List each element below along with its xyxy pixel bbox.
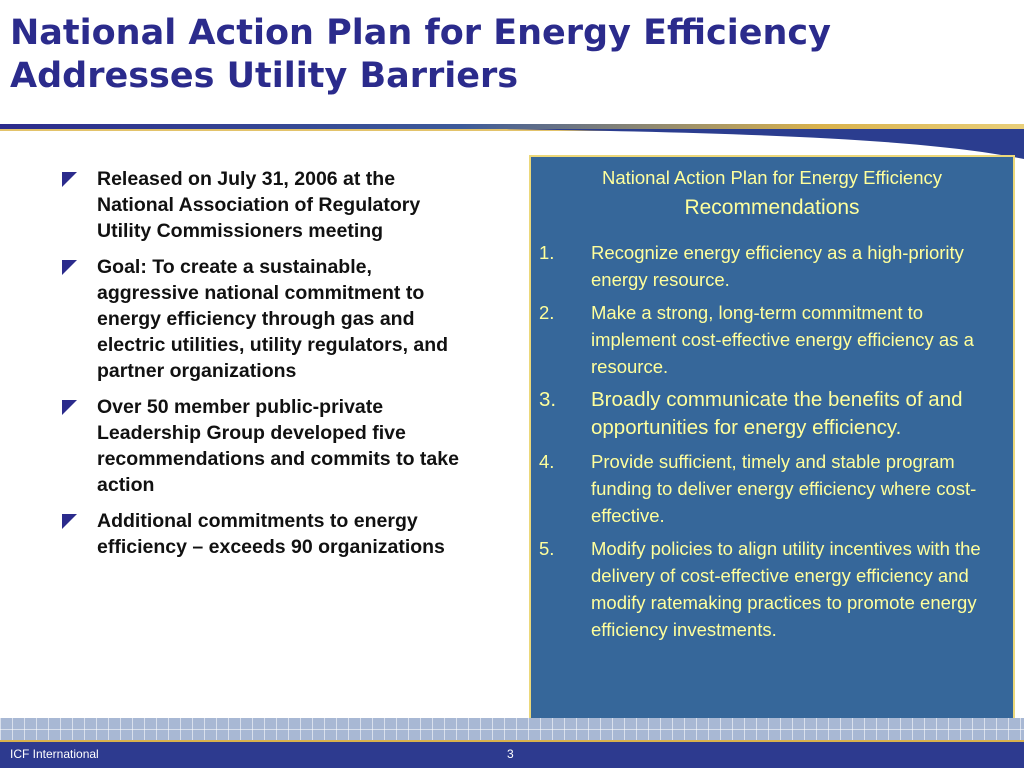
recommendation-item [539,239,1005,293]
recommendation-number: 3. [539,388,557,411]
slide-title-line-2: Addresses Utility Barriers [10,56,519,96]
recommendation-text: Make a strong, long-term commitment to implement cost-effective energy efficiency as a resource. [591,302,974,377]
bullet-item [60,254,475,384]
recommendation-text: Recognize energy efficiency as a high-priority energy resource. [591,242,964,290]
recommendation-text: Provide sufficient, timely and stable program funding to deliver energy efficiency where cost-effective. [591,451,977,526]
recommendation-item [539,448,1005,529]
slide-title-line-1: National Action Plan for Energy Efficiency [10,13,831,53]
bullet-text: Released on July 31, 2006 at the National Association of Regulatory Utility Commissioners meeting [97,168,421,242]
panel-title: National Action Plan for Energy Efficiency [601,167,943,188]
triangle-bullet-icon [60,398,78,416]
recommendations-list [531,239,1013,643]
recommendation-text: Broadly communicate the benefits of and opportunities for energy efficiency. [591,388,963,439]
recommendation-number: 5. [539,538,555,559]
bullet-item [60,508,475,560]
recommendations-panel [529,155,1015,757]
bullet-list [60,166,475,570]
footer-organization: ICF International [10,747,99,761]
panel-subtitle: Recommendations [684,196,860,219]
triangle-bullet-icon [60,258,78,276]
recommendation-item [539,386,1005,442]
bullet-text: Goal: To create a sustainable, aggressive national commitment to energy efficiency through gas and electric utilities, utility regulators, and partner organizations [97,256,449,382]
recommendation-item [539,535,1005,643]
triangle-bullet-icon [60,512,78,530]
bullet-text: Additional commitments to energy efficiency – exceeds 90 organizations [97,510,445,558]
recommendation-number: 4. [539,451,555,472]
recommendation-number: 2. [539,302,555,323]
bullet-item [60,394,475,498]
recommendation-number: 1. [539,242,555,263]
bullet-item [60,166,475,244]
bullet-text: Over 50 member public-private Leadership Group developed five recommendations and commits to take action [97,396,459,496]
recommendation-item [539,299,1005,380]
page-number: 3 [507,747,514,761]
footer-pattern-band [0,718,1024,742]
recommendation-text: Modify policies to align utility incentives with the delivery of cost-effective energy efficiency and modify ratemaking practices to promote energy efficiency investments. [591,538,981,640]
slide-title [10,12,1010,98]
triangle-bullet-icon [60,170,78,188]
